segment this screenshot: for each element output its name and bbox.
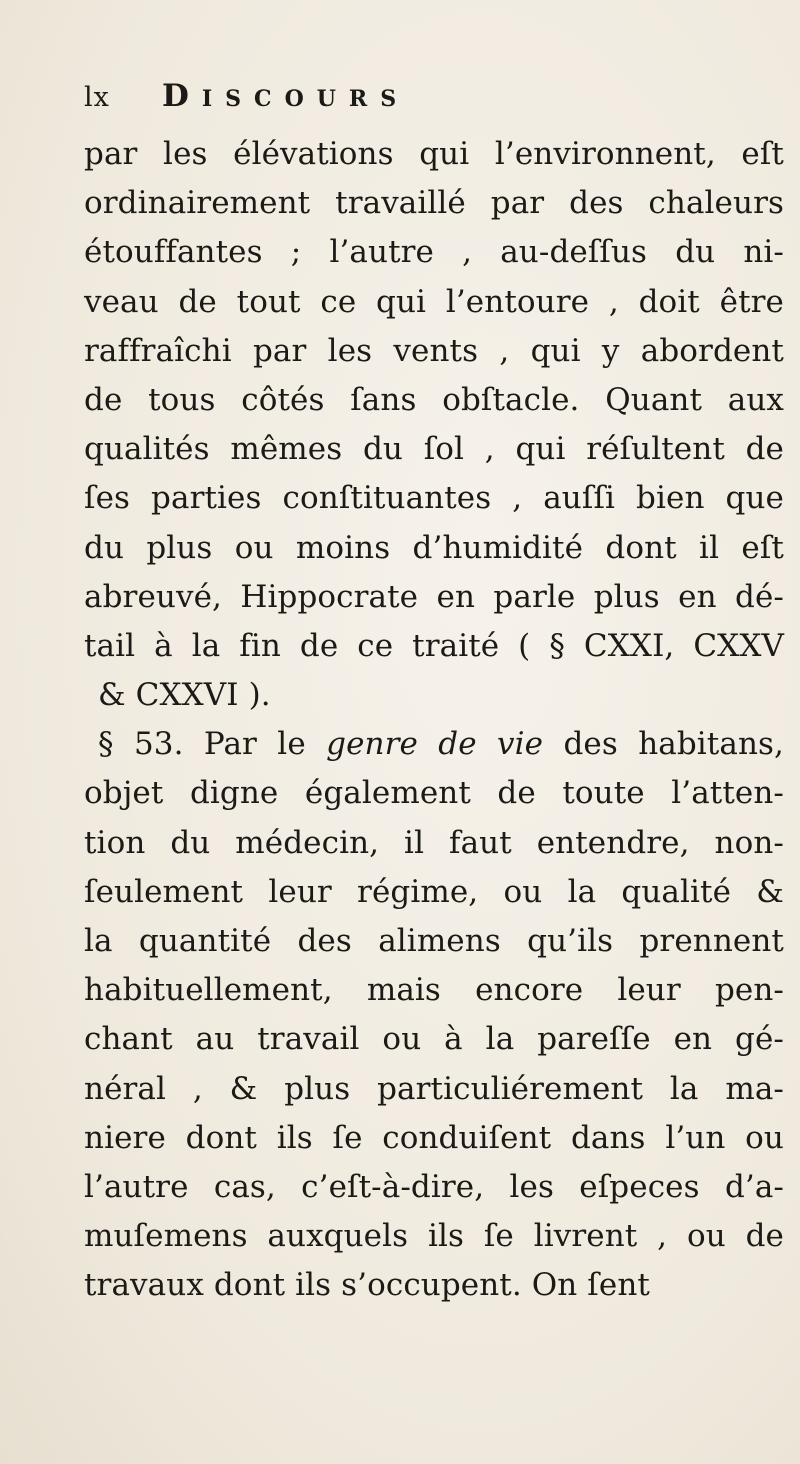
text-line: du plus ou moins d’humidité dont il eſt [84,529,784,566]
text-line: étouffantes ; l’autre , au-deſſus du ni- [84,234,784,271]
text-line: muſemens auxquels ils ſe livrent , ou de [84,1218,784,1255]
text-line: habituellement, mais encore leur pen- [84,972,784,1009]
text-line: abreuvé, Hippocrate en parle plus en dé- [84,578,784,615]
text-line: tion du médecin, il faut entendre, non- [84,824,784,861]
text-line: ordinairement travaillé par des chaleurs [84,185,784,222]
section-53-italic: genre de vie [326,726,544,763]
section-53-heading-line [84,720,784,769]
text-line: veau de tout ce qui l’entoure , doit être [84,283,784,320]
text-line: tail à la fin de ce traité ( § CXXI, CXXV [84,627,784,664]
text-line: de tous côtés ſans obſtacle. Quant aux [84,381,784,418]
text-line: néral , & plus particuliérement la ma- [84,1070,784,1107]
text-line: travaux dont ils s’occupent. On ſent [84,1267,650,1304]
text-line: la quantité des alimens qu’ils prennent [84,923,784,959]
running-title: Discours [162,78,410,114]
text-line: qualités mêmes du ſol , qui réſultent de [84,431,784,468]
text-line: niere dont ils ſe conduiſent dans l’un ou [84,1119,784,1156]
text-line: raffraîchi par les vents , qui y abordent [84,332,784,369]
text-line: ſes parties conſtituantes , auſſi bien que [84,480,784,517]
body-text [84,130,784,1311]
text-line: ſeulement leur régime, ou la qualité & [84,873,784,910]
text-line: l’autre cas, c’eſt-à-dire, les eſpeces d’a- [84,1168,784,1205]
text-line: & CXXVI ). [98,677,271,714]
section-53-suffix: des habitans, [543,726,784,763]
text-line: objet digne également de toute l’atten- [84,775,784,812]
section-53-prefix: § 53. Par le [98,726,327,763]
running-head [84,78,770,126]
text-line: par les élévations qui l’environnent, eſt [84,136,784,172]
page-number: lx [84,82,110,113]
text-line: chant au travail ou à la pareſſe en gé- [84,1021,784,1058]
